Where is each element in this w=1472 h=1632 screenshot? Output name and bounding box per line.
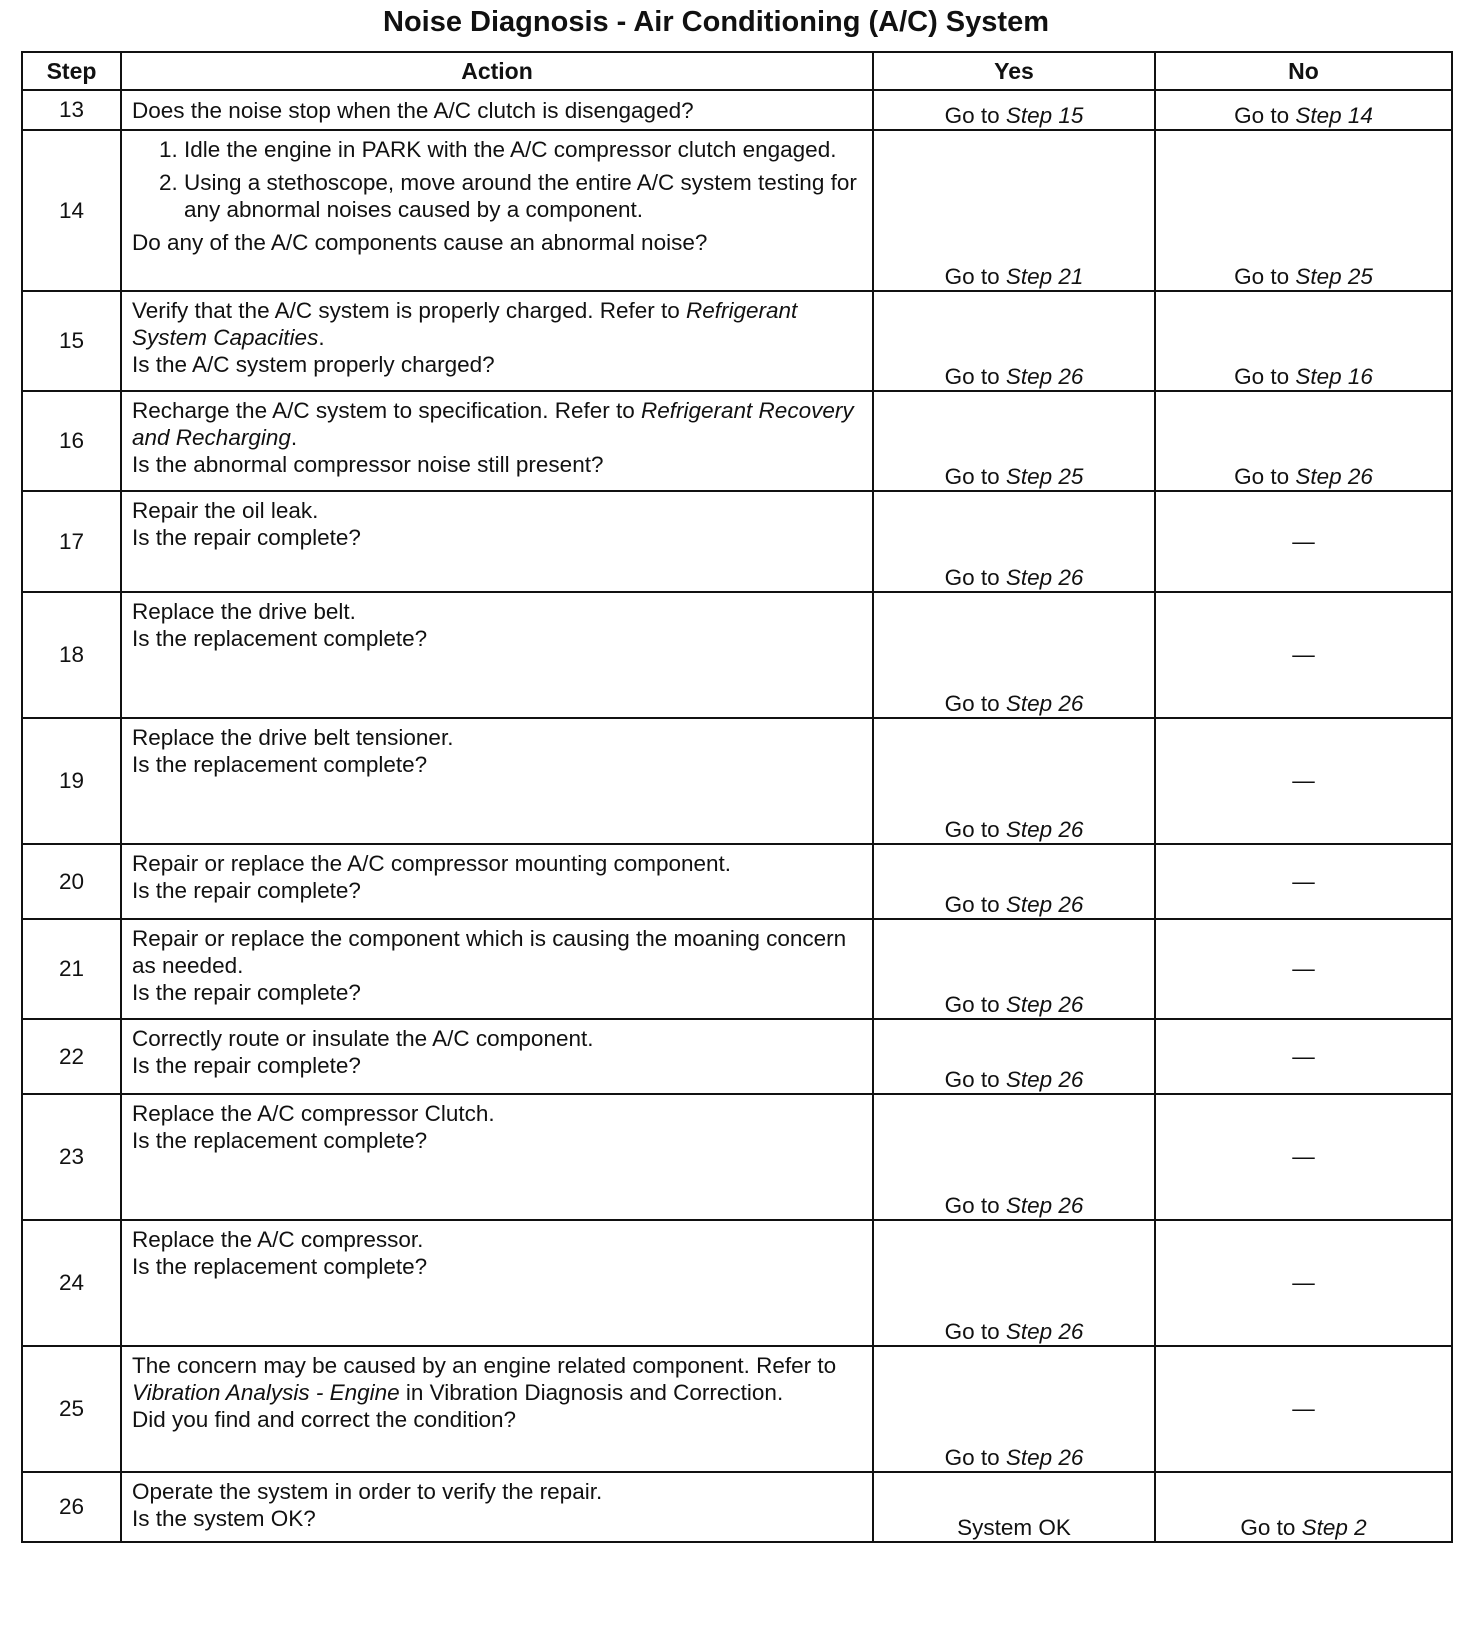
header-row bbox=[22, 52, 1452, 90]
no-prefix: Go to bbox=[1234, 264, 1296, 289]
action-question: Is the replacement complete? bbox=[132, 1254, 428, 1279]
yes-cell bbox=[873, 1019, 1155, 1094]
action-cell bbox=[121, 130, 873, 291]
table-row bbox=[22, 291, 1452, 391]
yes-step-link: Step 25 bbox=[1005, 464, 1084, 489]
table-row bbox=[22, 1019, 1452, 1094]
action-instruction bbox=[132, 397, 862, 451]
yes-step-link: Step 26 bbox=[1005, 1067, 1084, 1092]
no-cell: — bbox=[1155, 491, 1452, 592]
no-prefix: Go to bbox=[1234, 364, 1296, 389]
yes-step-link: Step 26 bbox=[1005, 1193, 1084, 1218]
yes-step-link: Step 26 bbox=[1005, 364, 1084, 389]
yes-prefix: Go to bbox=[944, 817, 1006, 842]
action-cell bbox=[121, 291, 873, 391]
table-row bbox=[22, 1220, 1452, 1346]
action-question: Is the replacement complete? bbox=[132, 752, 428, 777]
reference-link: Vibration Analysis - Engine bbox=[132, 1380, 400, 1405]
yes-step-link: Step 26 bbox=[1005, 817, 1084, 842]
step-number: 14 bbox=[22, 130, 121, 291]
action-cell bbox=[121, 491, 873, 592]
yes-cell bbox=[873, 130, 1155, 291]
action-question: Is the replacement complete? bbox=[132, 1128, 428, 1153]
step-number: 22 bbox=[22, 1019, 121, 1094]
action-cell bbox=[121, 1094, 873, 1220]
action-cell bbox=[121, 1220, 873, 1346]
yes-prefix: Go to bbox=[944, 364, 1006, 389]
action-cell bbox=[121, 90, 873, 130]
yes-cell bbox=[873, 1094, 1155, 1220]
step-number: 16 bbox=[22, 391, 121, 491]
yes-step-link: Step 26 bbox=[1005, 892, 1084, 917]
no-step-link: Step 16 bbox=[1295, 364, 1373, 389]
yes-prefix: Go to bbox=[944, 1193, 1006, 1218]
no-cell bbox=[1155, 130, 1452, 291]
yes-cell bbox=[873, 592, 1155, 718]
yes-prefix: Go to bbox=[944, 1319, 1006, 1344]
header-no: No bbox=[1155, 52, 1452, 90]
yes-step-link: Step 26 bbox=[1005, 1445, 1084, 1470]
table-row bbox=[22, 90, 1452, 130]
action-instruction bbox=[132, 1352, 862, 1406]
yes-prefix: Go to bbox=[944, 1445, 1006, 1470]
table-row bbox=[22, 1346, 1452, 1472]
header-step: Step bbox=[22, 52, 121, 90]
action-question: Is the abnormal compressor noise still present? bbox=[132, 452, 604, 477]
action-cell bbox=[121, 718, 873, 844]
header-action: Action bbox=[121, 52, 873, 90]
action-question: Did you find and correct the condition? bbox=[132, 1407, 516, 1432]
action-instruction: Repair or replace the component which is causing the moaning concern as needed. bbox=[132, 926, 847, 978]
step-number: 15 bbox=[22, 291, 121, 391]
action-instruction: Replace the A/C compressor Clutch. bbox=[132, 1101, 495, 1126]
step-number: 17 bbox=[22, 491, 121, 592]
step-number: 26 bbox=[22, 1472, 121, 1542]
action-question: Does the noise stop when the A/C clutch is disengaged? bbox=[132, 98, 694, 123]
reference-link: Refrigerant Recovery and Recharging bbox=[132, 398, 854, 450]
no-prefix: Go to bbox=[1234, 103, 1296, 128]
action-cell bbox=[121, 1472, 873, 1542]
yes-cell bbox=[873, 1346, 1155, 1472]
no-cell: — bbox=[1155, 844, 1452, 919]
action-question: Is the A/C system properly charged? bbox=[132, 352, 495, 377]
no-cell bbox=[1155, 391, 1452, 491]
reference-link: Refrigerant System Capacities bbox=[132, 298, 798, 350]
action-instruction: Correctly route or insulate the A/C component. bbox=[132, 1026, 594, 1051]
step-number: 19 bbox=[22, 718, 121, 844]
action-cell bbox=[121, 919, 873, 1019]
action-cell bbox=[121, 844, 873, 919]
table-row bbox=[22, 130, 1452, 291]
yes-prefix: Go to bbox=[944, 1067, 1006, 1092]
no-step-link: Step 14 bbox=[1295, 103, 1373, 128]
table-row bbox=[22, 391, 1452, 491]
yes-prefix: Go to bbox=[944, 103, 1006, 128]
action-question: Is the repair complete? bbox=[132, 1053, 361, 1078]
action-text: Recharge the A/C system to specification. Refer to bbox=[132, 398, 641, 423]
table-row bbox=[22, 844, 1452, 919]
yes-prefix: Go to bbox=[944, 892, 1006, 917]
yes-step-link: Step 15 bbox=[1005, 103, 1084, 128]
action-cell bbox=[121, 1019, 873, 1094]
step-number: 13 bbox=[22, 90, 121, 130]
yes-prefix: Go to bbox=[944, 992, 1006, 1017]
action-text: The concern may be caused by an engine related component. Refer to bbox=[132, 1353, 837, 1378]
step-number: 24 bbox=[22, 1220, 121, 1346]
header-yes: Yes bbox=[873, 52, 1155, 90]
yes-step-link: Step 26 bbox=[1005, 992, 1084, 1017]
action-tail: in Vibration Diagnosis and Correction. bbox=[399, 1380, 784, 1405]
step-number: 20 bbox=[22, 844, 121, 919]
action-cell bbox=[121, 592, 873, 718]
yes-cell bbox=[873, 844, 1155, 919]
yes-cell: System OK bbox=[873, 1472, 1155, 1542]
step-number: 25 bbox=[22, 1346, 121, 1472]
table-row bbox=[22, 919, 1452, 1019]
no-prefix: Go to bbox=[1234, 464, 1296, 489]
yes-cell bbox=[873, 291, 1155, 391]
no-cell: — bbox=[1155, 1094, 1452, 1220]
action-instruction: Repair the oil leak. bbox=[132, 498, 319, 523]
table-row bbox=[22, 1094, 1452, 1220]
no-step-link: Step 26 bbox=[1295, 464, 1373, 489]
action-text: Verify that the A/C system is properly charged. Refer to bbox=[132, 298, 686, 323]
table-row bbox=[22, 718, 1452, 844]
step-number: 21 bbox=[22, 919, 121, 1019]
action-instruction: Repair or replace the A/C compressor mounting component. bbox=[132, 851, 732, 876]
yes-step-link: Step 21 bbox=[1005, 264, 1084, 289]
no-cell bbox=[1155, 1472, 1452, 1542]
no-cell: — bbox=[1155, 1346, 1452, 1472]
action-question: Do any of the A/C components cause an abnormal noise? bbox=[132, 230, 708, 255]
action-instruction bbox=[132, 297, 862, 351]
step-number: 23 bbox=[22, 1094, 121, 1220]
yes-cell bbox=[873, 919, 1155, 1019]
no-cell: — bbox=[1155, 919, 1452, 1019]
action-tail: . bbox=[318, 325, 325, 350]
no-cell: — bbox=[1155, 1019, 1452, 1094]
yes-prefix: Go to bbox=[944, 565, 1006, 590]
action-question: Is the repair complete? bbox=[132, 980, 361, 1005]
action-question: Is the replacement complete? bbox=[132, 626, 428, 651]
yes-cell bbox=[873, 1220, 1155, 1346]
action-step-item: 2. Using a stethoscope, move around the entire A/C system testing for any abnormal noises caused by a component. bbox=[184, 169, 862, 223]
action-question: Is the system OK? bbox=[132, 1506, 316, 1531]
yes-step-link: Step 26 bbox=[1005, 691, 1084, 716]
yes-step-link: Step 26 bbox=[1005, 1319, 1084, 1344]
table-row bbox=[22, 592, 1452, 718]
yes-prefix: Go to bbox=[944, 691, 1006, 716]
action-cell bbox=[121, 391, 873, 491]
action-instruction: Replace the drive belt. bbox=[132, 599, 356, 624]
action-question: Is the repair complete? bbox=[132, 878, 361, 903]
yes-cell bbox=[873, 391, 1155, 491]
action-cell bbox=[121, 1346, 873, 1472]
diagnosis-table bbox=[21, 51, 1453, 1543]
no-cell: — bbox=[1155, 1220, 1452, 1346]
no-cell bbox=[1155, 90, 1452, 130]
table-row bbox=[22, 1472, 1452, 1542]
yes-cell bbox=[873, 718, 1155, 844]
page-title: Noise Diagnosis - Air Conditioning (A/C) System bbox=[383, 6, 1049, 38]
action-steps-list bbox=[132, 136, 862, 229]
action-tail: . bbox=[290, 425, 298, 450]
action-instruction: Operate the system in order to verify the repair. bbox=[132, 1479, 603, 1504]
yes-cell bbox=[873, 90, 1155, 130]
yes-cell bbox=[873, 491, 1155, 592]
no-prefix: Go to bbox=[1240, 1515, 1302, 1540]
no-cell: — bbox=[1155, 592, 1452, 718]
yes-prefix: Go to bbox=[944, 464, 1006, 489]
no-step-link: Step 25 bbox=[1295, 264, 1373, 289]
action-instruction: Replace the A/C compressor. bbox=[132, 1227, 424, 1252]
step-number: 18 bbox=[22, 592, 121, 718]
table-row bbox=[22, 491, 1452, 592]
yes-prefix: Go to bbox=[944, 264, 1006, 289]
no-cell bbox=[1155, 291, 1452, 391]
no-cell: — bbox=[1155, 718, 1452, 844]
action-question: Is the repair complete? bbox=[132, 525, 361, 550]
no-step-link: Step 2 bbox=[1301, 1515, 1367, 1540]
action-instruction: Replace the drive belt tensioner. bbox=[132, 725, 454, 750]
yes-step-link: Step 26 bbox=[1005, 565, 1084, 590]
action-step-item: 1. Idle the engine in PARK with the A/C compressor clutch engaged. bbox=[184, 136, 862, 163]
